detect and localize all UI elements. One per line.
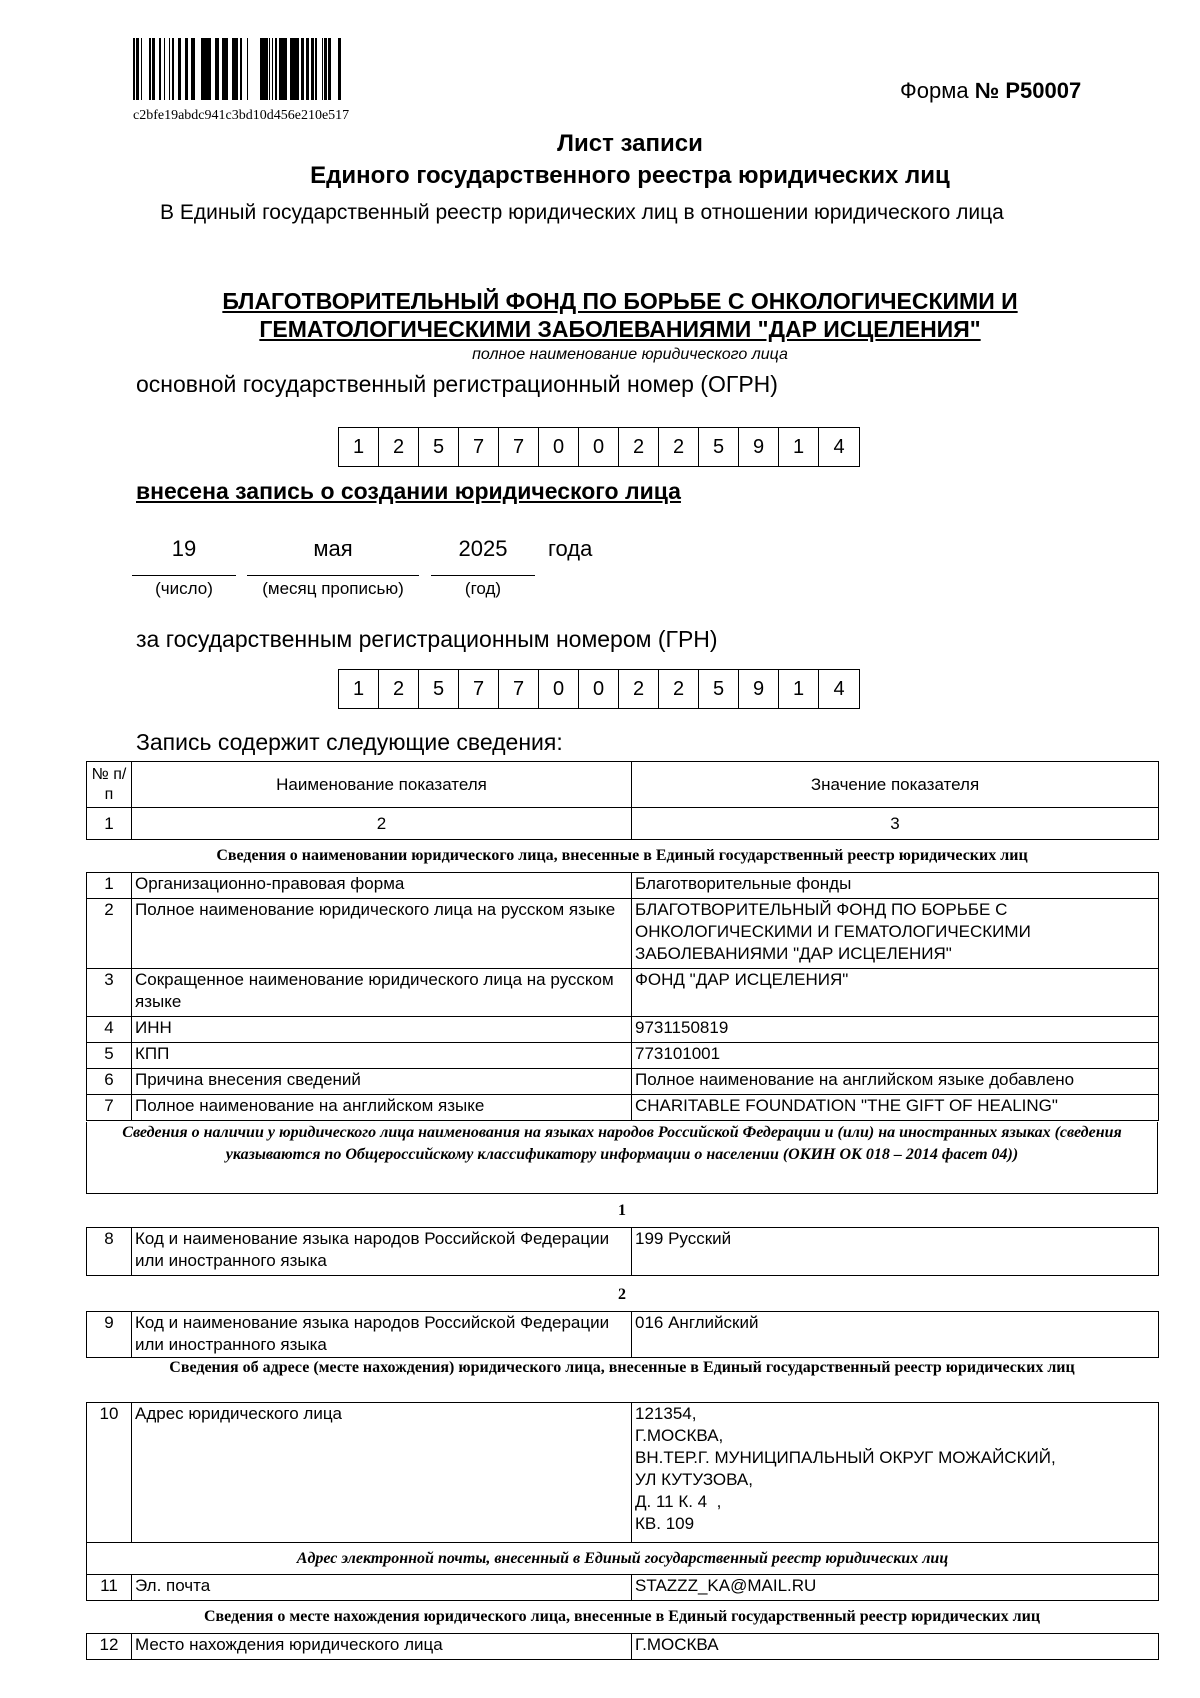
address-line: Д. 11 К. 4 ,: [635, 1492, 722, 1511]
row-name: Полное наименование на английском языке: [132, 1095, 632, 1121]
grn-digit: 5: [419, 670, 459, 708]
language-group-2: 2: [618, 1286, 626, 1303]
table-row: [87, 969, 1159, 1017]
table-row: [87, 1043, 1159, 1069]
row-number: 6: [87, 1069, 132, 1095]
row-value: STAZZZ_KA@MAIL.RU: [632, 1575, 1159, 1601]
table-address: [86, 1402, 1159, 1601]
row-value: Благотворительные фонды: [632, 873, 1159, 899]
table-row: [87, 1069, 1159, 1095]
col-header-value: Значение показателя: [632, 762, 1159, 808]
date-day: 19: [171, 536, 197, 561]
date-day-line: [132, 575, 236, 576]
barcode: [133, 38, 343, 100]
address-line: ВН.ТЕР.Г. МУНИЦИПАЛЬНЫЙ ОКРУГ МОЖАЙСКИЙ,: [635, 1448, 1056, 1467]
ogrn-digit: 5: [419, 428, 459, 466]
page-subtitle: Единого государственного реестра юридических лиц: [310, 162, 950, 189]
ogrn-digits: [338, 427, 860, 467]
table-location: [86, 1633, 1159, 1660]
col-index-3: 3: [632, 808, 1159, 840]
row-name: Код и наименование языка народов Российской Федерации или иностранного языка: [132, 1228, 632, 1276]
form-number: [900, 78, 1081, 104]
language-group-1: 1: [618, 1202, 626, 1219]
grn-label: за государственным регистрационным номером (ГРН): [136, 626, 718, 652]
grn-digit: 0: [579, 670, 619, 708]
ogrn-digit: 7: [459, 428, 499, 466]
table-row: [87, 1228, 1159, 1276]
row-name: Код и наименование языка народов Российской Федерации или иностранного языка: [132, 1312, 632, 1358]
row-name: Место нахождения юридического лица: [132, 1634, 632, 1660]
row-number: 5: [87, 1043, 132, 1069]
address-line: Г.МОСКВА,: [635, 1426, 724, 1445]
grn-digits: [338, 669, 860, 709]
ogrn-digit: 5: [699, 428, 739, 466]
grn-digit: 7: [459, 670, 499, 708]
row-value: 016 Английский: [632, 1312, 1159, 1358]
row-value: 773101001: [632, 1043, 1159, 1069]
row-value: ФОНД "ДАР ИСЦЕЛЕНИЯ": [632, 969, 1159, 1017]
table-row: [87, 1634, 1159, 1660]
ogrn-digit: 7: [499, 428, 539, 466]
row-number: 2: [87, 899, 132, 969]
organization-name: БЛАГОТВОРИТЕЛЬНЫЙ ФОНД ПО БОРЬБЕ С ОНКОЛОГИЧЕСКИМИ И ГЕМАТОЛОГИЧЕСКИМИ ЗАБОЛЕВАНИЯМИ "ДАР ИСЦЕЛЕНИЯ": [222, 288, 1018, 342]
table-row: [87, 1095, 1159, 1121]
table-row: [87, 1017, 1159, 1043]
section-address: Сведения об адресе (месте нахождения) юридического лица, внесенные в Единый государственный реестр юридических лиц: [169, 1359, 1075, 1376]
date-month-caption: (месяц прописью): [262, 579, 404, 598]
grn-digit: 7: [499, 670, 539, 708]
col-header-name: Наименование показателя: [132, 762, 632, 808]
organization-name-caption: полное наименование юридического лица: [472, 346, 788, 363]
row-name: Причина внесения сведений: [132, 1069, 632, 1095]
row-name: Сокращенное наименование юридического лица на русском языке: [132, 969, 632, 1017]
address-line: КВ. 109: [635, 1514, 695, 1533]
ogrn-digit: 4: [833, 436, 845, 458]
ogrn-digit: 1: [339, 428, 379, 466]
grn-digit: 2: [379, 670, 419, 708]
row-name: ИНН: [132, 1017, 632, 1043]
grn-digit: 0: [539, 670, 579, 708]
ogrn-digit: 0: [579, 428, 619, 466]
intro-text: В Единый государственный реестр юридических лиц в отношении юридического лица: [160, 201, 1004, 224]
date-day-caption: (число): [155, 579, 213, 598]
row-number: 8: [87, 1228, 132, 1276]
ogrn-digit: 2: [379, 428, 419, 466]
ogrn-digit: 1: [779, 428, 819, 466]
record-intro: Запись содержит следующие сведения:: [136, 729, 563, 755]
row-value: Г.МОСКВА: [632, 1634, 1159, 1660]
date-year-line: [431, 575, 535, 576]
ogrn-digit: 2: [619, 428, 659, 466]
section-location: Сведения о месте нахождения юридического лица, внесенные в Единый государственный реестр юридических лиц: [203, 1608, 1041, 1625]
grn-digit: 9: [739, 670, 779, 708]
table-row: [87, 899, 1159, 969]
grn-digit: 5: [699, 670, 739, 708]
row-number: 12: [87, 1634, 132, 1660]
grn-digit: 2: [659, 670, 699, 708]
col-index-2: 2: [132, 808, 632, 840]
row-number: 4: [87, 1017, 132, 1043]
section-email: Адрес электронной почты, внесенный в Единый государственный реестр юридических лиц: [87, 1543, 1159, 1575]
date-month: мая: [313, 536, 353, 561]
row-name: Адрес юридического лица: [132, 1403, 632, 1543]
document-hash: c2bfe19abdc941c3bd10d456e210e517: [133, 108, 350, 123]
row-value: CHARITABLE FOUNDATION "THE GIFT OF HEALING": [632, 1095, 1159, 1121]
row-value: [632, 1403, 1159, 1543]
col-header-number: № п/п: [87, 762, 132, 808]
ogrn-label: основной государственный регистрационный номер (ОГРН): [136, 371, 778, 397]
form-prefix: Форма: [900, 78, 969, 103]
date-year: 2025: [458, 536, 508, 561]
date-month-line: [247, 575, 419, 576]
row-value: 199 Русский: [632, 1228, 1159, 1276]
table-header: [86, 761, 1159, 840]
col-index-1: 1: [87, 808, 132, 840]
page-title: Лист записи: [557, 130, 703, 157]
row-value: 9731150819: [632, 1017, 1159, 1043]
row-number: 10: [87, 1403, 132, 1543]
row-value: Полное наименование на английском языке добавлено: [632, 1069, 1159, 1095]
date-suffix: года: [548, 536, 593, 561]
section-languages: Сведения о наличии у юридического лица наименования на языках народов Российской Федерации и (или) на иностранных языках (сведения указываются по Общероссийскому классификатору информации о населении (ОКИН ОК 018 – 2014 фасет 04)): [86, 1122, 1158, 1194]
section-row: [87, 1543, 1159, 1575]
grn-digit: 1: [779, 670, 819, 708]
grn-digit: 2: [619, 670, 659, 708]
grn-digit: 4: [833, 678, 845, 700]
section-name-info: Сведения о наименовании юридического лица, внесенные в Единый государственный реестр юридических лиц: [216, 847, 1028, 864]
table-row: [87, 1575, 1159, 1601]
table-row: [87, 873, 1159, 899]
row-number: 7: [87, 1095, 132, 1121]
address-line: УЛ КУТУЗОВА,: [635, 1470, 753, 1489]
row-value: БЛАГОТВОРИТЕЛЬНЫЙ ФОНД ПО БОРЬБЕ С ОНКОЛОГИЧЕСКИМИ И ГЕМАТОЛОГИЧЕСКИМИ ЗАБОЛЕВАНИЯМИ "ДАР ИСЦЕЛЕНИЯ": [632, 899, 1159, 969]
row-number: 11: [87, 1575, 132, 1601]
row-name: Эл. почта: [132, 1575, 632, 1601]
table-row: [87, 1403, 1159, 1543]
date-year-caption: (год): [464, 579, 502, 598]
row-name: Организационно-правовая форма: [132, 873, 632, 899]
table-language-2: [86, 1311, 1159, 1358]
row-number: 1: [87, 873, 132, 899]
grn-digit: 1: [339, 670, 379, 708]
entry-text: внесена запись о создании юридического лица: [136, 478, 681, 504]
row-number: 9: [87, 1312, 132, 1358]
ogrn-digit: 0: [539, 428, 579, 466]
table-language-1: [86, 1227, 1159, 1276]
table-row: [87, 1312, 1159, 1358]
ogrn-digit: 2: [659, 428, 699, 466]
row-name: Полное наименование юридического лица на русском языке: [132, 899, 632, 969]
form-code: № Р50007: [974, 78, 1082, 103]
row-name: КПП: [132, 1043, 632, 1069]
row-number: 3: [87, 969, 132, 1017]
address-line: 121354,: [635, 1404, 697, 1423]
ogrn-digit: 9: [739, 428, 779, 466]
table-name-info: [86, 872, 1159, 1121]
